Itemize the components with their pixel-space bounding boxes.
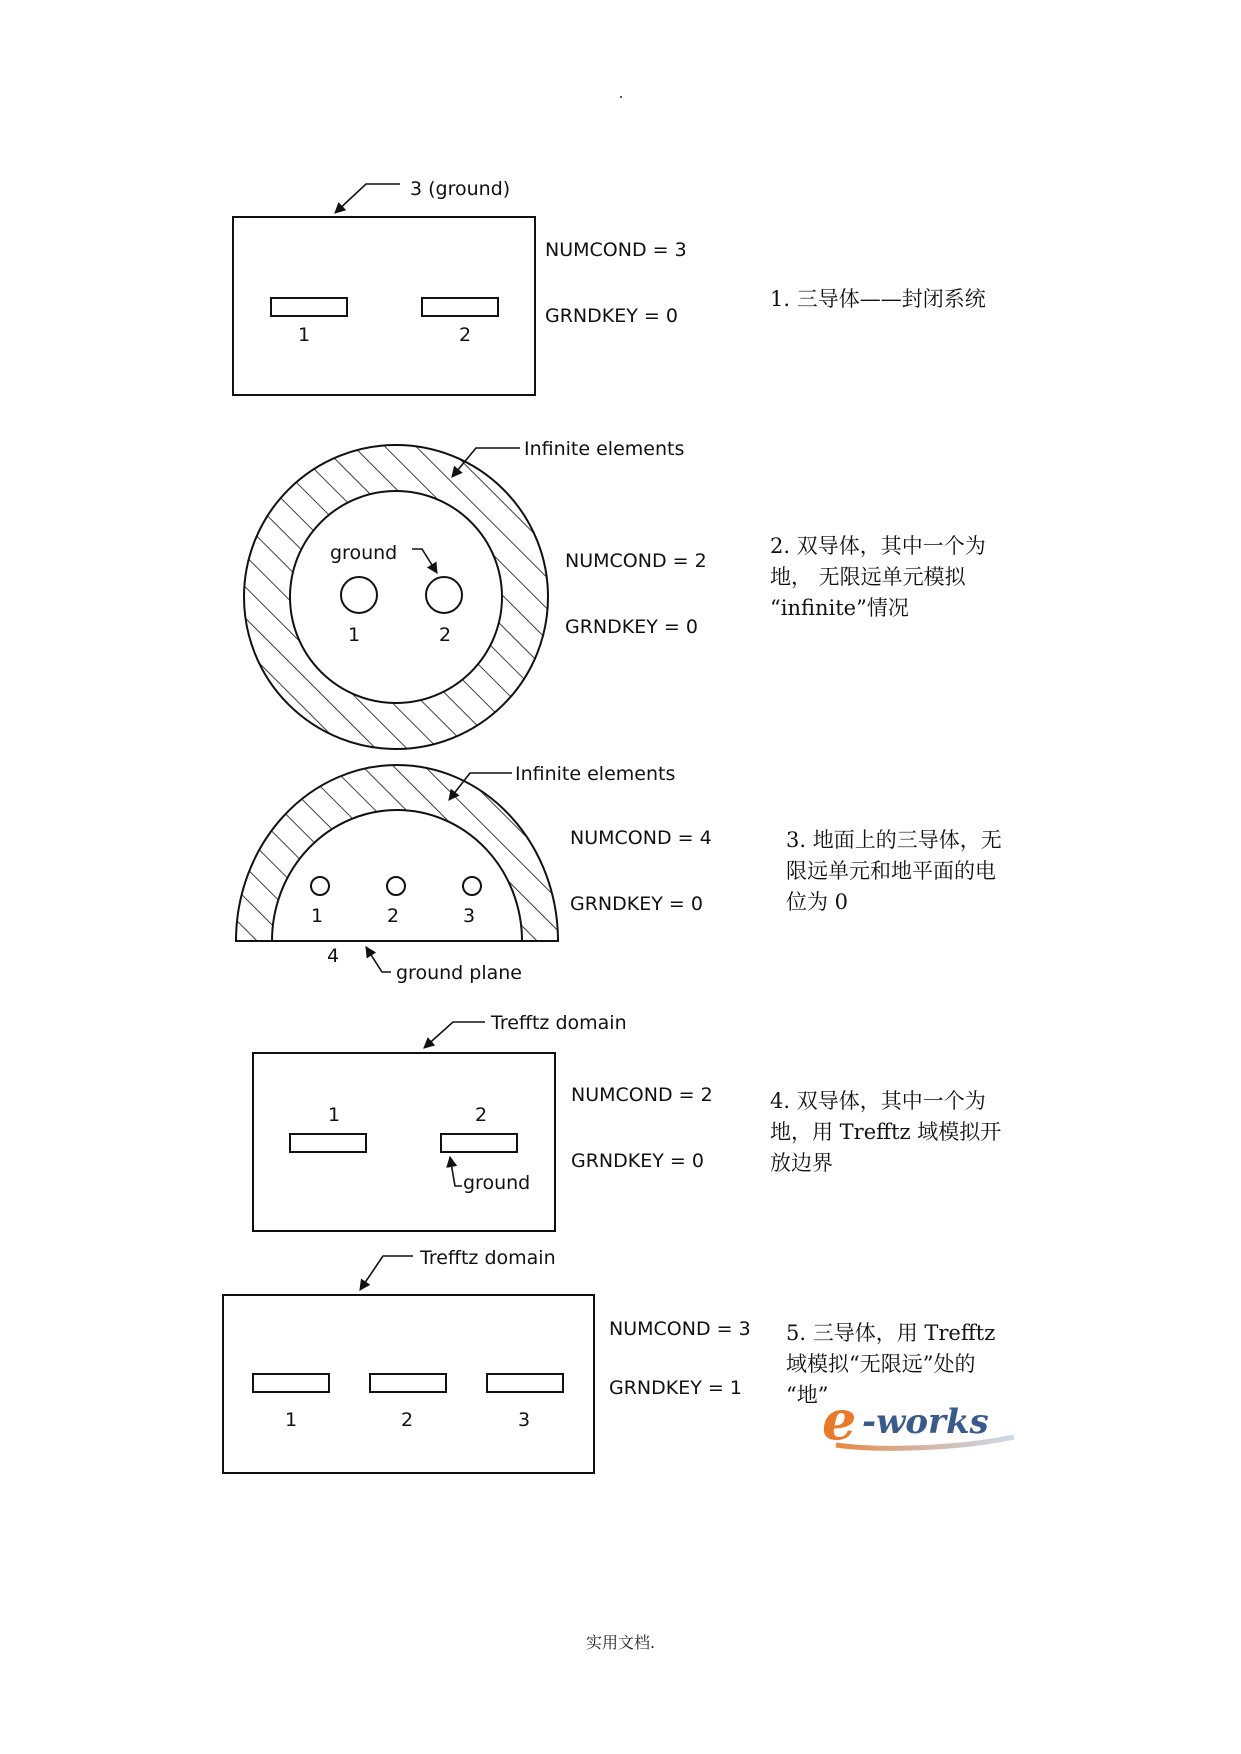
caption-4: 4. 双导体，其中一个为 地，用 Trefftz 域模拟开 放边界 <box>770 1089 1002 1175</box>
diagram-2 <box>244 438 707 749</box>
conductor-1 <box>290 1134 366 1152</box>
footer-text: 实用文档. <box>585 1633 656 1652</box>
ground-plane-arrow <box>366 947 391 972</box>
conductor-label-2: 2 <box>438 624 452 646</box>
numcond-label: NUMCOND = 2 <box>565 550 707 572</box>
ground-pointer-label: 3 (ground) <box>410 178 511 200</box>
diagram-1 <box>233 178 687 395</box>
plane-number-label: 4 <box>326 945 340 967</box>
trefftz-pointer-arrow <box>360 1256 413 1290</box>
conductor-label-3: 3 <box>517 1409 531 1431</box>
numcond-label: NUMCOND = 2 <box>571 1084 713 1106</box>
ground-label: ground <box>463 1172 531 1194</box>
conductor-label-1: 1 <box>284 1409 298 1431</box>
inner-domain <box>290 491 502 703</box>
conductor-1 <box>271 298 347 316</box>
conductor-2 <box>370 1374 446 1392</box>
numcond-label: NUMCOND = 3 <box>545 239 687 261</box>
caption-2: 2. 双导体，其中一个为 地， 无限远单元模拟 “infinite”情况 <box>770 534 986 620</box>
diagram-5 <box>223 1247 751 1473</box>
conductor-label-1: 1 <box>347 624 361 646</box>
conductor-2 <box>441 1134 517 1152</box>
caption-1: 1. 三导体——封闭系统 <box>770 287 986 311</box>
diagram-3 <box>236 763 712 984</box>
conductor-label-1: 1 <box>297 324 311 346</box>
logo-e: e <box>822 1393 857 1452</box>
infinite-pointer-label: Infinite elements <box>524 438 685 460</box>
page-mark <box>620 96 622 98</box>
e-works-logo <box>818 1393 1018 1455</box>
infinite-pointer-label: Infinite elements <box>515 763 676 785</box>
numcond-label: NUMCOND = 3 <box>609 1318 751 1340</box>
conductor-3 <box>487 1374 563 1392</box>
conductor-label-2: 2 <box>458 324 472 346</box>
numcond-label: NUMCOND = 4 <box>570 827 712 849</box>
grndkey-label: GRNDKEY = 1 <box>609 1377 742 1399</box>
conductor-label-3: 3 <box>462 905 476 927</box>
conductor-label-1: 1 <box>327 1104 341 1126</box>
conductor-label-2: 2 <box>400 1409 414 1431</box>
trefftz-box <box>253 1053 555 1231</box>
conductor-2 <box>422 298 498 316</box>
conductor-label-1: 1 <box>310 905 324 927</box>
ground-plane-label: ground plane <box>396 962 522 984</box>
conductor-label-2: 2 <box>386 905 400 927</box>
conductor-label-2: 2 <box>474 1104 488 1126</box>
ground-pointer-arrow <box>335 184 400 213</box>
trefftz-pointer-label: Trefftz domain <box>491 1012 627 1034</box>
diagram-4 <box>253 1012 713 1231</box>
caption-5: 5. 三导体，用 Trefftz 域模拟“无限远”处的 “地” <box>786 1321 996 1407</box>
conductor-1 <box>253 1374 329 1392</box>
caption-3: 3. 地面上的三导体，无 限远单元和地平面的电 位为 0 <box>786 828 1002 914</box>
grndkey-label: GRNDKEY = 0 <box>570 893 703 915</box>
trefftz-box <box>223 1295 594 1473</box>
ground-label: ground <box>330 542 398 564</box>
grndkey-label: GRNDKEY = 0 <box>565 616 698 638</box>
ground-arrow <box>450 1157 462 1186</box>
trefftz-pointer-arrow <box>424 1022 485 1048</box>
grndkey-label: GRNDKEY = 0 <box>545 305 678 327</box>
trefftz-pointer-label: Trefftz domain <box>420 1247 556 1269</box>
logo-works: -works <box>862 1402 989 1442</box>
grndkey-label: GRNDKEY = 0 <box>571 1150 704 1172</box>
enclosure-box <box>233 217 535 395</box>
